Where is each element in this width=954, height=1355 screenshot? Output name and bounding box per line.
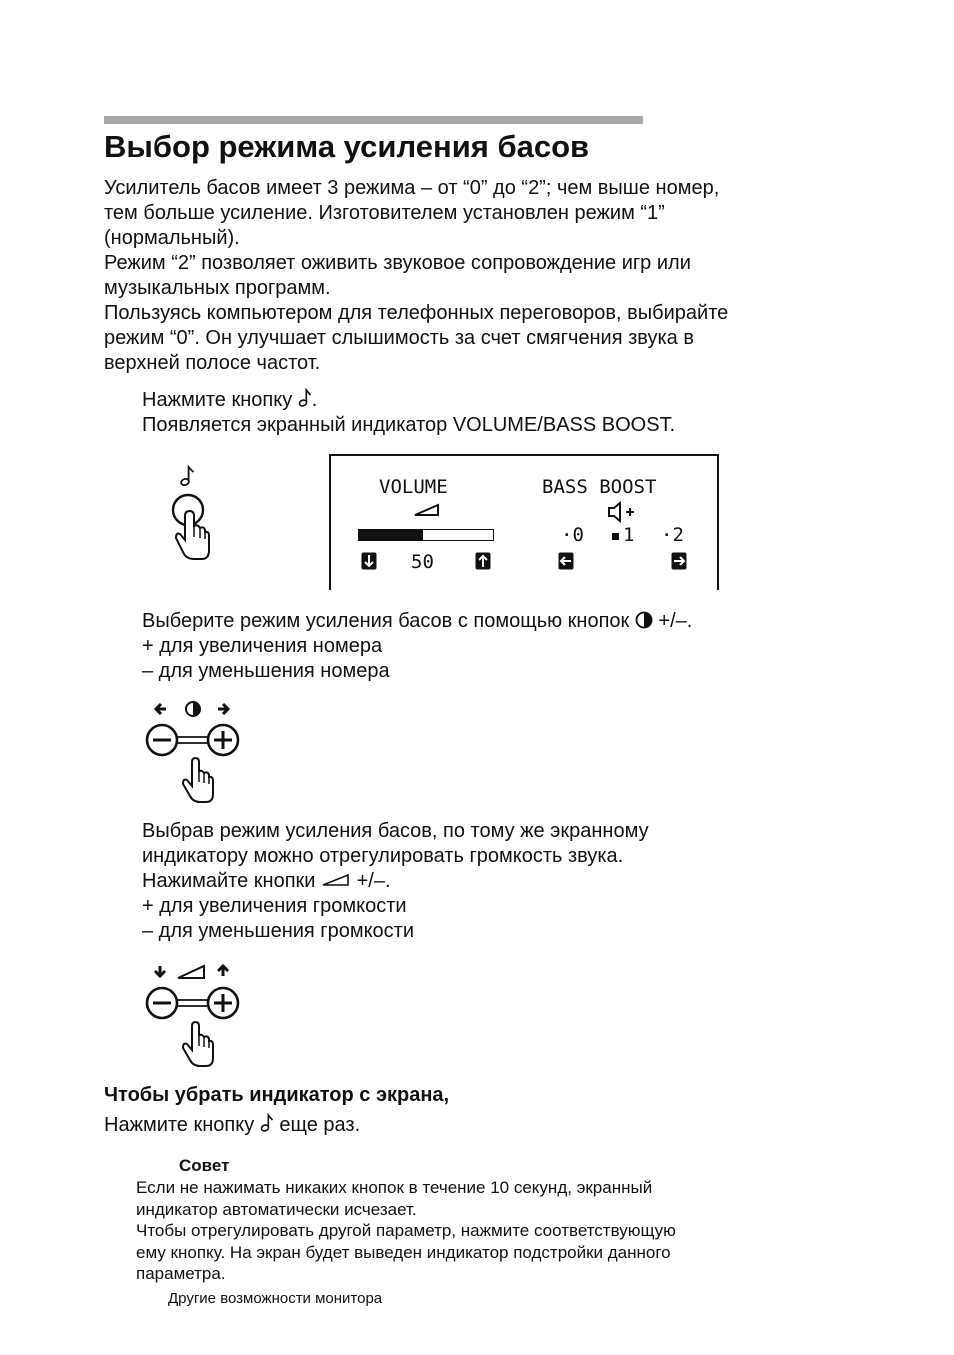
volume-wedge-icon bbox=[178, 966, 204, 978]
intro-line: Пользуясь компьютером для телефонных переговоров, выбирайте bbox=[104, 302, 729, 324]
tip-heading: Совет bbox=[179, 1156, 230, 1175]
volume-level-fill bbox=[359, 530, 423, 540]
page-title: Выбор режима усиления басов bbox=[104, 129, 590, 164]
arrow-right-icon bbox=[218, 704, 228, 714]
tip-text bbox=[136, 1177, 676, 1285]
page-footer: Другие возможности монитора bbox=[168, 1290, 383, 1307]
arrow-left-icon bbox=[558, 552, 574, 570]
step-3-line4: + для увеличения громкости bbox=[142, 895, 407, 917]
volume-level-bar bbox=[358, 529, 494, 541]
pointing-hand-icon bbox=[183, 758, 213, 802]
tip-line: индикатор автоматически исчезает. bbox=[136, 1199, 417, 1219]
tip-line: Чтобы отрегулировать другой параметр, нажмите соответствующую bbox=[136, 1221, 676, 1240]
minus-button bbox=[147, 988, 177, 1018]
arrow-right-icon bbox=[671, 552, 687, 570]
step-2-line1: Выберите режим усиления басов с помощью кнопок bbox=[142, 610, 630, 632]
arrow-left-icon bbox=[156, 704, 166, 714]
intro-paragraph bbox=[104, 176, 728, 376]
bass-plus-minus-buttons-illustration bbox=[140, 698, 244, 806]
intro-line: (нормальный). bbox=[104, 227, 240, 249]
arrow-up-icon bbox=[475, 552, 491, 570]
step-1-line2: Появляется экранный индикатор VOLUME/BASS BOOST. bbox=[142, 414, 676, 436]
volume-wedge-icon bbox=[413, 503, 441, 517]
step-2-text: Выберите режим усиления басов с помощью кнопок +/–. + для увеличения номера – для уменьшения номера bbox=[142, 610, 693, 682]
music-note-icon bbox=[298, 388, 312, 408]
volume-value: 50 bbox=[411, 551, 434, 573]
volume-plus-minus-buttons-illustration bbox=[140, 960, 244, 1070]
step-3-line5: – для уменьшения громкости bbox=[142, 920, 415, 942]
intro-line: верхней полосе частот. bbox=[104, 352, 321, 374]
bass-mode-2: ·2 bbox=[661, 524, 684, 546]
music-note-icon bbox=[180, 467, 193, 486]
tip-line: Если не нажимать никаких кнопок в течение 10 секунд, экранный bbox=[136, 1178, 653, 1197]
step-3-line3: Нажимайте кнопки bbox=[142, 870, 316, 892]
step-1-line1: Нажмите кнопку bbox=[142, 389, 293, 411]
plus-button bbox=[208, 725, 238, 755]
intro-line: Режим “2” позволяет оживить звуковое сопровождение игр или bbox=[104, 252, 691, 274]
remove-indicator-heading: Чтобы убрать индикатор с экрана, bbox=[104, 1084, 450, 1106]
intro-line: Усилитель басов имеет 3 режима – от “0” до “2”; чем выше номер, bbox=[104, 177, 720, 199]
plus-button bbox=[208, 988, 238, 1018]
intro-line: режим “0”. Он улучшает слышимость за счет смягчения звука в bbox=[104, 327, 694, 349]
half-circle-icon bbox=[186, 702, 200, 716]
step-3-line2: индикатору можно отрегулировать громкость звука. bbox=[142, 845, 624, 867]
speaker-plus-icon bbox=[607, 501, 637, 523]
half-circle-icon bbox=[635, 611, 653, 629]
minus-button bbox=[147, 725, 177, 755]
section-rule bbox=[104, 116, 643, 124]
bass-boost-button-illustration bbox=[160, 462, 224, 572]
intro-line: музыкальных программ. bbox=[104, 277, 331, 299]
intro-line: тем больше усиление. Изготовителем установлен режим “1” bbox=[104, 202, 665, 224]
step-2-line2: + для увеличения номера bbox=[142, 635, 383, 657]
remove-indicator-text: Нажмите кнопку еще раз. bbox=[104, 1114, 361, 1136]
bass-mode-1: 1 bbox=[623, 524, 635, 546]
arrow-down-icon bbox=[361, 552, 377, 570]
volume-wedge-icon bbox=[321, 873, 351, 887]
tip-line: ему кнопку. На экран будет выведен индикатор подстройки данного bbox=[136, 1242, 671, 1262]
music-note-icon bbox=[260, 1113, 274, 1133]
osd-volume-label: VOLUME bbox=[379, 476, 448, 498]
bass-mode-0: ·0 bbox=[561, 524, 584, 546]
selected-mode-marker bbox=[612, 533, 619, 540]
arrow-up-icon bbox=[218, 966, 228, 976]
step-3-line1: Выбрав режим усиления басов, по тому же экранному bbox=[142, 820, 649, 842]
step-2-line3: – для уменьшения номера bbox=[142, 660, 390, 682]
osd-volume-bass-boost bbox=[329, 454, 719, 590]
step-3-text: Выбрав режим усиления басов, по тому же экранному индикатору можно отрегулировать громкость звука. Нажимайте кнопки +/–. + для увеличения громкости – для уменьшения громкости bbox=[142, 820, 649, 942]
tip-line: параметра. bbox=[136, 1264, 226, 1283]
arrow-down-icon bbox=[155, 966, 165, 976]
osd-bass-boost-label: BASS BOOST bbox=[542, 476, 657, 498]
step-1-text: Нажмите кнопку . Появляется экранный индикатор VOLUME/BASS BOOST. bbox=[142, 389, 676, 436]
pointing-hand-icon bbox=[183, 1022, 213, 1066]
